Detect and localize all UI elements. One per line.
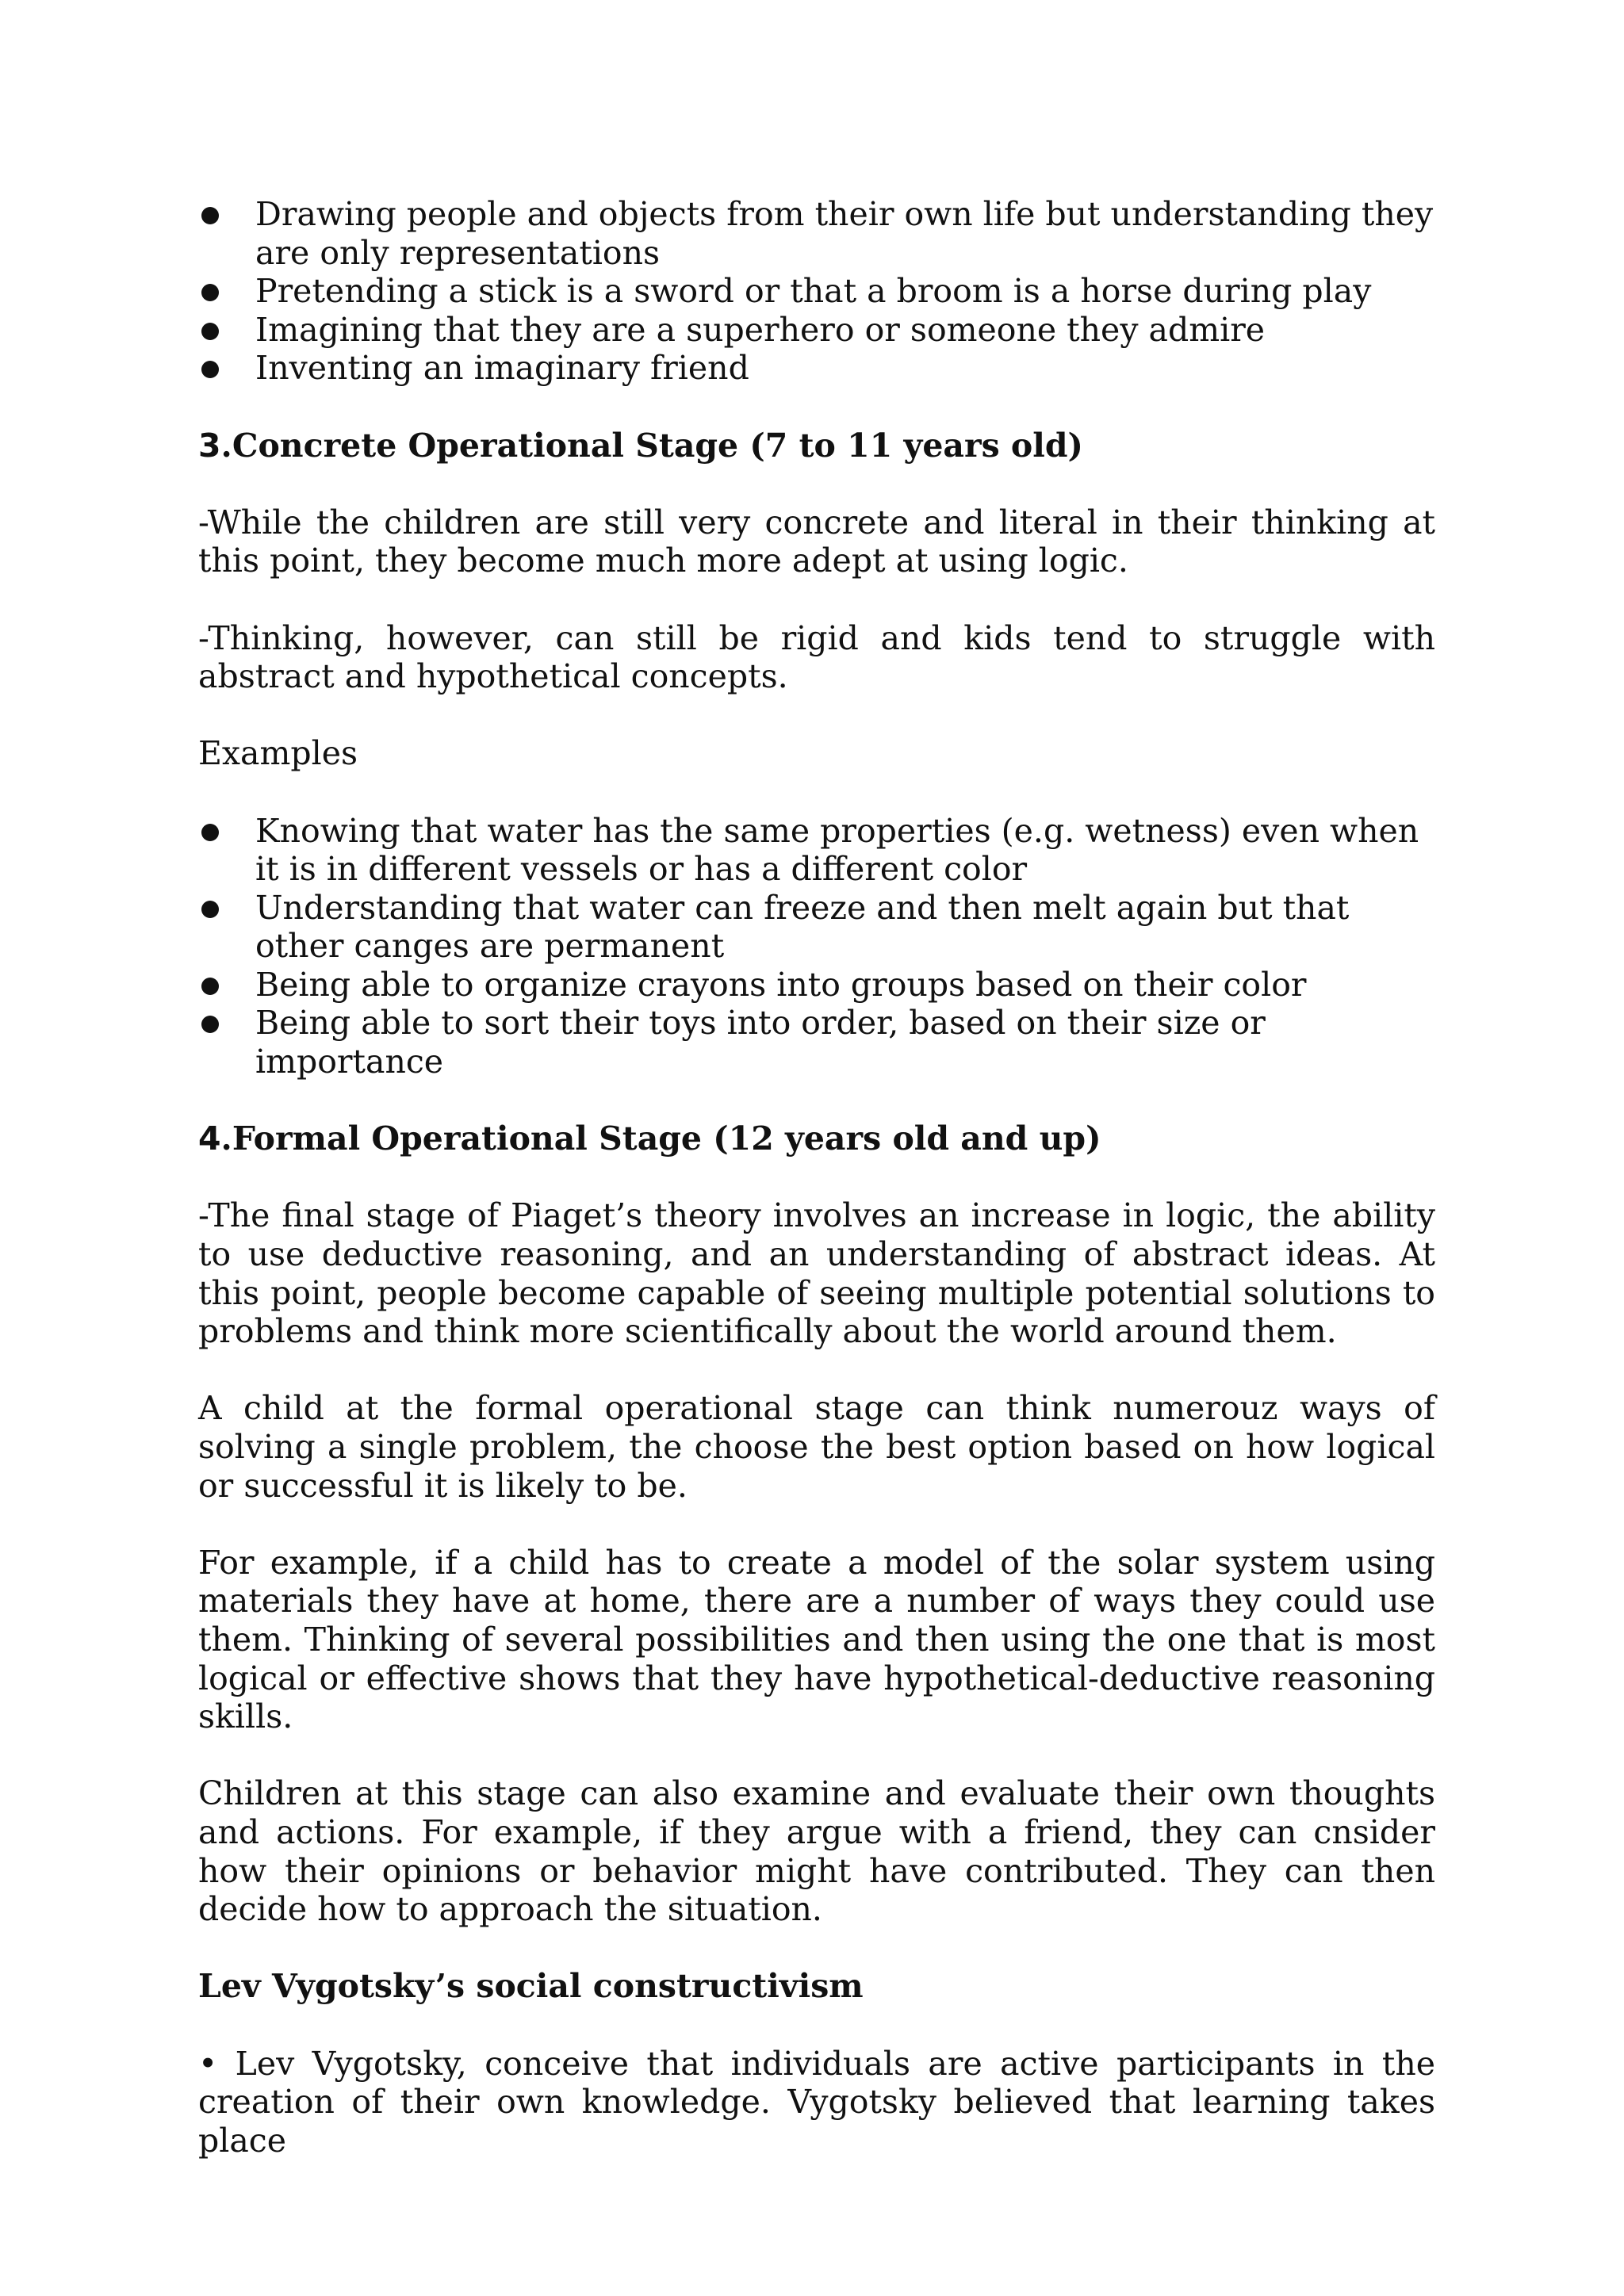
list-item: Being able to organize crayons into groups based on their color xyxy=(198,966,1435,1004)
section-heading-formal-operational: 4.Formal Operational Stage (12 years old and up) xyxy=(198,1119,1101,1158)
section-title: Formal Operational Stage (12 years old and up) xyxy=(232,1119,1101,1158)
section-number: 3 xyxy=(198,426,221,465)
list-item: Understanding that water can freeze and then melt again but that other canges are permanent xyxy=(198,889,1435,966)
list-item: Being able to sort their toys into order, based on their size or importance xyxy=(198,1004,1435,1081)
list-item: Knowing that water has the same properties (e.g. wetness) even when it is in different vessels or has a different color xyxy=(198,812,1435,889)
section-heading-concrete-operational: 3.Concrete Operational Stage (7 to 11 years old) xyxy=(198,426,1083,465)
paragraph: -The final stage of Piaget’s theory involves an increase in logic, the ability to use deductive reasoning, and an understanding of abstract ideas. At this point, people become capable of seeing multiple potential solutions to problems and think more scientifically about the world around them. xyxy=(198,1196,1435,1351)
paragraph: • Lev Vygotsky, conceive that individuals are active participants in the creation of their own knowledge. Vygotsky believed that learning takes place xyxy=(198,2044,1435,2160)
examples-label: Examples xyxy=(198,734,358,773)
paragraph: -Thinking, however, can still be rigid and kids tend to struggle with abstract and hypothetical concepts. xyxy=(198,618,1435,696)
list-item: Inventing an imaginary friend xyxy=(198,349,1435,388)
paragraph: Children at this stage can also examine and evaluate their own thoughts and actions. For example, if they argue with a friend, they can cnsider how their opinions or behavior might have contributed. They can then decide how to approach the situation. xyxy=(198,1774,1435,1929)
paragraph: -While the children are still very concrete and literal in their thinking at this point, they become much more adept at using logic. xyxy=(198,503,1435,580)
paragraph: For example, if a child has to create a model of the solar system using materials they have at home, there are a number of ways they could use them. Thinking of several possibilities and then using the one that is most logical or effective shows that they have hypothetical-deductive reasoning skills. xyxy=(198,1543,1435,1736)
section-number: 4 xyxy=(198,1119,221,1158)
list-item: Pretending a stick is a sword or that a broom is a horse during play xyxy=(198,272,1435,311)
section-title: Concrete Operational Stage (7 to 11 years old) xyxy=(232,426,1083,465)
list-item: Imagining that they are a superhero or someone they admire xyxy=(198,311,1435,350)
document-page xyxy=(198,195,1435,2160)
section-heading-vygotsky: Lev Vygotsky’s social constructivism xyxy=(198,1967,864,2006)
concrete-examples-list xyxy=(198,812,1435,1081)
list-item: Drawing people and objects from their own life but understanding they are only representations xyxy=(198,195,1435,272)
play-examples-list xyxy=(198,195,1435,388)
paragraph: A child at the formal operational stage can think numerouz ways of solving a single problem, the choose the best option based on how logical or successful it is likely to be. xyxy=(198,1389,1435,1505)
